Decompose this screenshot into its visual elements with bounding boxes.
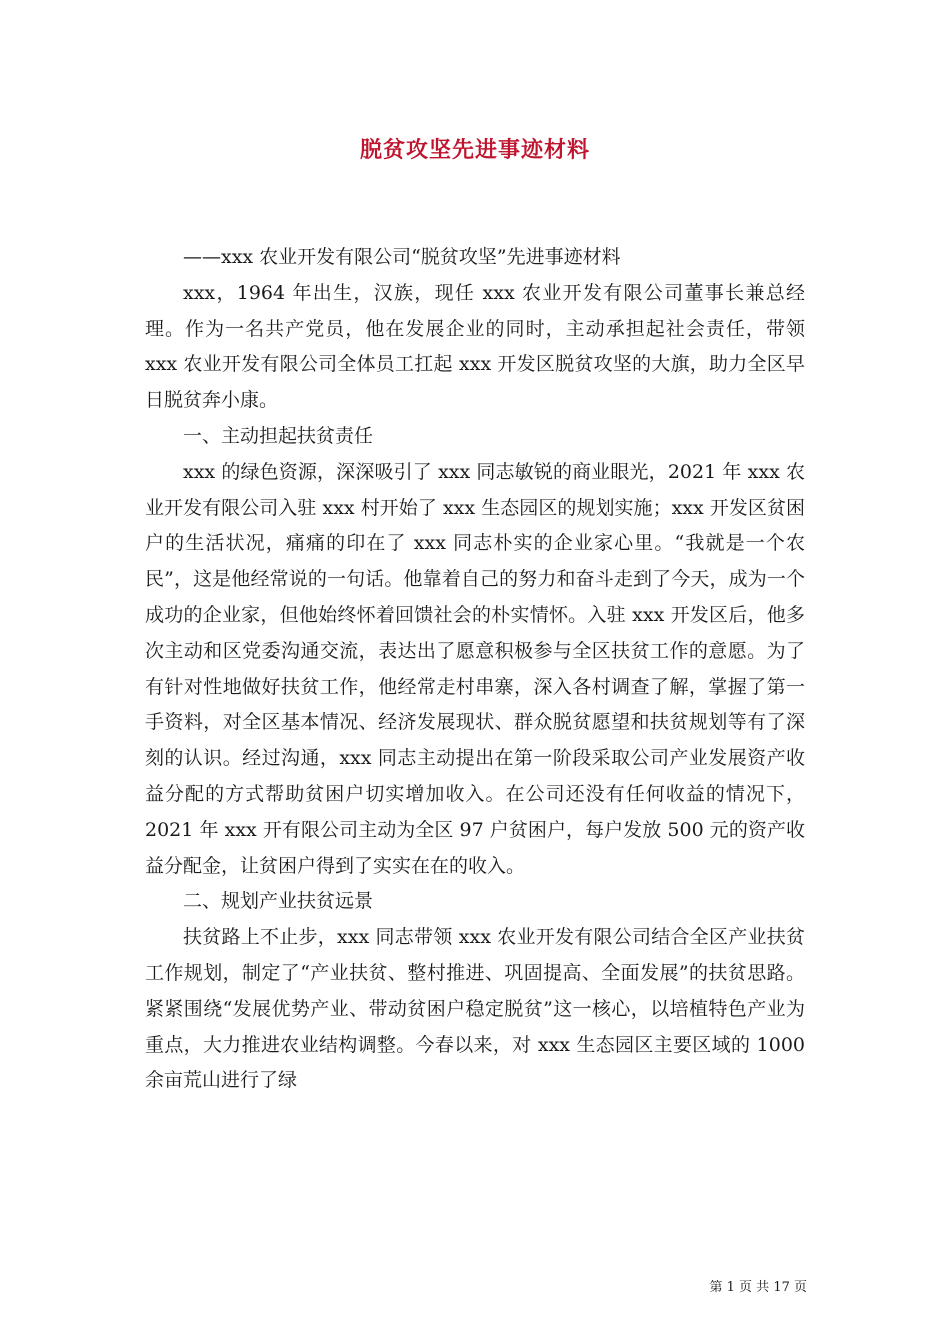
document-subtitle: ——xxx 农业开发有限公司“脱贫攻坚”先进事迹材料	[183, 246, 621, 268]
paragraph-section-2: 扶贫路上不止步，xxx 同志带领 xxx 农业开发有限公司结合全区产业扶贫工作规划，制定了“产业扶贫、整村推进、巩固提高、全面发展”的扶贫思路。紧紧围绕“发展优势产业、带动贫困户稳定脱贫”这一核心，以培植特色产业为重点，大力推进农业结构调整。今春以来，对 xxx 生态园区主要区域的 1000 余亩荒山进行了绿	[145, 926, 805, 1092]
section-heading-2: 二、规划产业扶贫远景	[183, 890, 374, 913]
section-heading-1: 一、主动担起扶贫责任	[183, 424, 374, 447]
paragraph-section-1: xxx 的绿色资源，深深吸引了 xxx 同志敏锐的商业眼光，2021 年 xxx 农业开发有限公司入驻 xxx 村开始了 xxx 生态园区的规划实施；xxx 开发区贫困户的生活状况，痛痛的印在了 xxx 同志朴实的企业家心里。“我就是一个农民”，这是他经常说的一句话。他靠着自己的努力和奋斗走到了今天，成为一个成功的企业家，但他始终怀着回馈社会的朴实情怀。入驻 xxx 开发区后，他多次主动和区党委沟通交流，表达出了愿意积极参与全区扶贫工作的意愿。为了有针对性地做好扶贫工作，他经常走村串寨，深入各村调查了解，掌握了第一手资料，对全区基本情况、经济发展现状、群众脱贫愿望和扶贫规划等有了深刻的认识。经过沟通，xxx 同志主动提出在第一阶段采取公司产业发展资产收益分配的方式帮助贫困户切实增加收入。在公司还没有任何收益的情况下，2021 年 xxx 开有限公司主动为全区 97 户贫困户，每户发放 500 元的资产收益分配金，让贫困户得到了实实在在的收入。	[145, 460, 805, 877]
paragraph-intro: xxx，1964 年出生，汉族，现任 xxx 农业开发有限公司董事长兼总经理。作为一名共产党员，他在发展企业的同时，主动承担起社会责任，带领 xxx 农业开发有限公司全体员工扛起 xxx 开发区脱贫攻坚的大旗，助力全区早日脱贫奔小康。	[145, 281, 805, 412]
document-body	[145, 240, 805, 1099]
document-title: 脱贫攻坚先进事迹材料	[359, 137, 590, 163]
page-number-footer: 第 1 页 共 17 页	[709, 1280, 807, 1295]
